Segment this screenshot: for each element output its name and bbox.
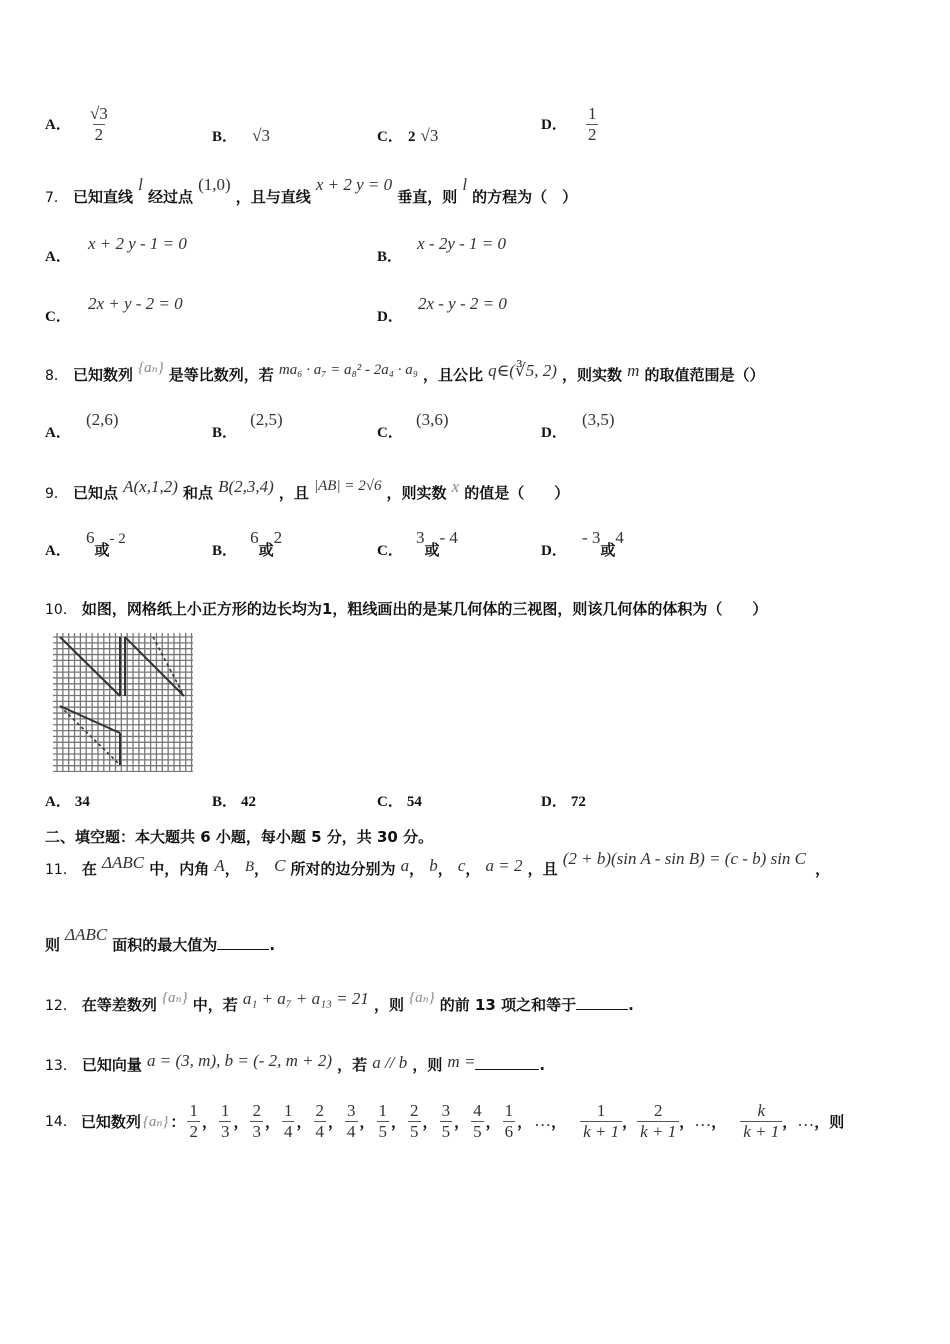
math: l: [462, 175, 468, 194]
option-value: x + 2 y - 1 = 0: [87, 234, 187, 253]
text: ，: [422, 1112, 438, 1131]
option-value: √3: [420, 126, 439, 145]
math: ma₆ · a₇ = a₈² - 2a₄ · a₉: [278, 362, 418, 378]
text: ，: [454, 1112, 470, 1131]
option-value: 4: [615, 528, 624, 547]
text: ，: [254, 860, 270, 878]
q7-option-c[interactable]: [45, 294, 183, 326]
q9-option-d[interactable]: [541, 528, 624, 560]
q6-option-c[interactable]: [377, 125, 438, 146]
option-label: C．: [45, 309, 71, 325]
math: a₁ + a₇ + a₁₃ = 21: [242, 989, 369, 1008]
fraction-term: [471, 1101, 484, 1142]
text: 的取值范围是（）: [644, 366, 765, 384]
option-value: 2: [273, 528, 283, 547]
text: 是等比数列，若: [168, 366, 274, 384]
math: A(x,1,2): [123, 477, 178, 496]
fraction-term: [219, 1101, 232, 1142]
text: ，: [622, 1112, 638, 1131]
numerator: 1: [504, 1100, 514, 1120]
text: ，: [485, 1112, 501, 1131]
fraction-term: [503, 1101, 516, 1142]
text: 的前 13 项之和等于: [439, 996, 577, 1014]
fraction-term: [282, 1101, 295, 1142]
text: ，且: [278, 484, 309, 502]
text: ，: [296, 1112, 312, 1131]
denominator: 2: [189, 1121, 198, 1141]
numerator: k: [757, 1100, 766, 1120]
denominator: 3: [252, 1121, 261, 1141]
option-value: 34: [74, 794, 90, 810]
option-label: D．: [377, 309, 403, 325]
numerator: 2: [653, 1100, 663, 1120]
denominator: 3: [220, 1121, 230, 1141]
text: 已知数列: [73, 366, 134, 384]
fraction-term: [740, 1101, 782, 1142]
text: 则: [45, 936, 61, 954]
math: a = (3, m), b = (- 2, m + 2): [147, 1051, 333, 1070]
q6-option-b[interactable]: [212, 125, 270, 146]
text: 的方程为（ ）: [472, 188, 578, 206]
denominator: 4: [347, 1121, 356, 1141]
q6-option-d[interactable]: [541, 104, 598, 145]
text: 中，若: [192, 996, 238, 1014]
text: ，: [359, 1112, 375, 1131]
answer-blank[interactable]: [576, 995, 628, 1010]
question-number: 7．: [45, 190, 68, 206]
denominator: k + 1: [637, 1121, 679, 1142]
q7-option-b[interactable]: [377, 234, 506, 266]
text: .: [539, 1056, 546, 1074]
text: 所对的边分别为: [290, 860, 396, 878]
numerator: 1: [220, 1100, 230, 1120]
math: B(2,3,4): [218, 477, 274, 496]
text: ，: [391, 1112, 407, 1131]
text: 的值是（ ）: [464, 484, 570, 502]
text: ，则: [412, 1056, 443, 1074]
q8-option-b[interactable]: [212, 410, 283, 442]
option-value: (2,5): [250, 410, 283, 429]
numerator: 1: [587, 104, 597, 123]
text: ，则实数: [561, 366, 622, 384]
text: ，: [465, 860, 481, 878]
option-label: B．: [212, 543, 238, 559]
math: m =: [447, 1052, 476, 1071]
option-label: D．: [541, 794, 567, 810]
ellipsis: …: [797, 1111, 815, 1130]
text: 已知点: [73, 484, 119, 502]
text: 已知向量: [81, 1056, 142, 1074]
answer-blank[interactable]: [475, 1055, 539, 1070]
question-14: [45, 1098, 844, 1144]
text: 面积的最大值为: [112, 936, 218, 954]
fraction-term: [637, 1101, 679, 1142]
option-value: 2x + y - 2 = 0: [87, 294, 183, 313]
text: ，: [551, 1112, 567, 1131]
fraction-term: [580, 1101, 622, 1142]
text: .: [628, 996, 634, 1014]
q9-option-b[interactable]: [212, 528, 283, 560]
option-label: A．: [45, 249, 71, 265]
text: 或: [424, 541, 440, 559]
text: ，: [814, 1112, 830, 1131]
question-number: 13．: [45, 1058, 77, 1074]
option-value: 72: [570, 794, 586, 810]
option-label: B．: [212, 425, 238, 441]
text: ，且与直线: [235, 188, 311, 206]
q6-option-a[interactable]: [45, 104, 108, 145]
denominator: k + 1: [580, 1121, 622, 1142]
numerator: 2: [315, 1100, 324, 1120]
text: ，: [711, 1112, 727, 1131]
question-11: [45, 849, 831, 879]
option-label: A．: [45, 794, 71, 810]
text: ，: [201, 1112, 217, 1131]
question-number: 9．: [45, 486, 68, 502]
option-value: 6: [85, 528, 95, 547]
fraction: [90, 104, 108, 145]
math: a = 2: [485, 856, 523, 875]
fraction-term: [187, 1101, 200, 1142]
fraction: [586, 104, 599, 145]
numerator: 4: [473, 1100, 482, 1120]
question-12: [45, 989, 634, 1015]
q9-option-c[interactable]: [377, 528, 458, 560]
text: 在等差数列: [81, 996, 157, 1014]
math: a: [400, 856, 410, 875]
text: ，: [409, 860, 425, 878]
option-value: - 4: [439, 528, 458, 547]
text: ，: [517, 1112, 533, 1131]
denominator: k + 1: [740, 1121, 782, 1142]
denominator: 5: [473, 1121, 482, 1141]
option-value: 6: [250, 528, 259, 547]
text: ，且公比: [423, 366, 484, 384]
fraction-term: [408, 1101, 421, 1142]
q7-option-a[interactable]: [45, 234, 187, 266]
fraction-term: [440, 1101, 453, 1142]
fraction-term: [345, 1101, 358, 1142]
math: {aₙ}: [162, 990, 188, 1006]
text: ，: [328, 1112, 344, 1131]
math: x: [451, 477, 460, 496]
denominator: 4: [315, 1121, 324, 1141]
question-7: [45, 175, 578, 207]
text: 中，内角: [149, 860, 210, 878]
q9-option-a[interactable]: [45, 528, 126, 560]
fraction-term: [314, 1101, 327, 1142]
text: ，且: [527, 860, 558, 878]
q8-option-d[interactable]: [541, 410, 615, 442]
text: 已知数列: [80, 1112, 141, 1131]
option-label: B．: [212, 129, 238, 145]
text: 垂直，则: [397, 188, 458, 206]
option-value: (3,5): [581, 410, 615, 429]
option-value: - 3: [581, 528, 601, 547]
option-value: (3,6): [415, 410, 449, 429]
text: 或: [600, 541, 616, 559]
text: 则: [829, 1112, 845, 1131]
numerator: 3: [441, 1100, 451, 1120]
math: ΔABC: [102, 853, 145, 872]
option-value: 54: [406, 794, 422, 810]
option-coef: 2: [407, 129, 416, 145]
text: 或: [258, 541, 274, 559]
question-number: 11．: [45, 862, 77, 878]
numerator: 3: [347, 1100, 356, 1120]
q8-option-a[interactable]: [45, 410, 119, 442]
q10-option-c[interactable]: [377, 790, 422, 811]
numerator: 1: [189, 1100, 198, 1120]
question-9: [45, 477, 570, 503]
math: a // b: [372, 1053, 408, 1072]
text: 如图，网格纸上小正方形的边长均为1，粗线画出的是某几何体的三视图，则该几何体的体积为（ ）: [81, 600, 768, 618]
math: b: [429, 856, 438, 875]
text: ，: [679, 1112, 695, 1131]
q10-option-a[interactable]: [45, 790, 90, 811]
fraction-term: [250, 1101, 263, 1142]
option-value: 42: [241, 794, 257, 810]
numerator: 2: [252, 1100, 261, 1120]
text: ，: [815, 860, 831, 878]
three-view-grid-figure: [53, 633, 193, 772]
text: .: [269, 936, 276, 954]
denominator: 6: [504, 1121, 514, 1141]
option-label: C．: [377, 425, 403, 441]
option-label: D．: [541, 425, 567, 441]
math: q∈(∛5, 2): [488, 361, 557, 380]
ellipsis: …: [694, 1111, 712, 1130]
denominator: 5: [378, 1121, 388, 1141]
denominator: 5: [410, 1121, 419, 1141]
question-number: 8．: [45, 368, 68, 384]
question-number: 10．: [45, 602, 77, 618]
numerator: 1: [596, 1100, 606, 1120]
question-number: 12．: [45, 998, 77, 1014]
option-value: x - 2y - 1 = 0: [417, 234, 506, 253]
ellipsis: …: [534, 1111, 552, 1130]
denominator: 2: [94, 125, 104, 144]
option-label: C．: [377, 543, 403, 559]
option-label: A．: [45, 543, 71, 559]
question-13: [45, 1051, 546, 1075]
math: B: [244, 859, 254, 875]
text: ，则实数: [386, 484, 447, 502]
math: (1,0): [198, 175, 231, 194]
text: 经过点: [147, 188, 193, 206]
q7-option-d[interactable]: [377, 294, 507, 326]
math: x + 2 y = 0: [315, 175, 393, 194]
q10-option-d[interactable]: [541, 790, 586, 811]
math: {aₙ}: [138, 360, 164, 376]
option-label: D．: [541, 543, 567, 559]
numerator: √3: [89, 104, 108, 123]
option-label: C．: [377, 129, 403, 145]
text: ，若: [337, 1056, 368, 1074]
answer-blank[interactable]: [217, 935, 269, 950]
denominator: 4: [283, 1121, 293, 1141]
option-label: A．: [45, 425, 71, 441]
fraction-term: [377, 1101, 390, 1142]
question-11-line-2: [45, 925, 276, 955]
text: ，: [224, 860, 240, 878]
math: c: [457, 856, 466, 875]
text: ，: [437, 860, 453, 878]
option-label: C．: [377, 794, 403, 810]
math: A: [214, 856, 225, 875]
option-value: - 2: [109, 531, 126, 547]
option-label: A．: [45, 117, 71, 133]
text: ，: [233, 1112, 249, 1131]
option-label: D．: [541, 117, 567, 133]
numerator: 2: [410, 1100, 419, 1120]
text: 已知直线: [73, 188, 134, 206]
question-number: 14．: [45, 1114, 77, 1130]
option-value: 2x - y - 2 = 0: [417, 294, 507, 313]
math: m: [627, 361, 640, 380]
text: ，: [782, 1112, 798, 1131]
math: |AB| = 2√6: [314, 478, 382, 494]
math: (2 + b)(sin A - sin B) = (c - b) sin C: [562, 849, 807, 868]
sequence-terms: [185, 1101, 532, 1142]
math: {aₙ}: [142, 1113, 169, 1130]
math: l: [138, 175, 143, 194]
question-10: [45, 598, 767, 619]
option-value: 3: [415, 528, 425, 547]
text: 在: [81, 860, 97, 878]
q10-option-b[interactable]: [212, 790, 256, 811]
denominator: 5: [441, 1121, 451, 1141]
numerator: 1: [283, 1100, 293, 1120]
section-title: 二、填空题：本大题共 6 小题，每小题 5 分，共 30 分。: [45, 828, 434, 846]
option-value: (2,6): [85, 410, 119, 429]
text: ：: [170, 1112, 186, 1131]
text: 和点: [182, 484, 213, 502]
math: C: [274, 856, 286, 875]
option-label: B．: [212, 794, 238, 810]
math: ΔABC: [65, 925, 108, 944]
math: {aₙ}: [409, 990, 435, 1006]
denominator: 2: [587, 125, 597, 144]
text: ，则: [373, 996, 404, 1014]
option-label: B．: [377, 249, 403, 265]
q8-option-c[interactable]: [377, 410, 449, 442]
numerator: 1: [378, 1100, 388, 1120]
text: 或: [94, 541, 110, 559]
question-8: [45, 360, 765, 385]
text: ，: [264, 1112, 280, 1131]
option-value: √3: [252, 126, 270, 145]
